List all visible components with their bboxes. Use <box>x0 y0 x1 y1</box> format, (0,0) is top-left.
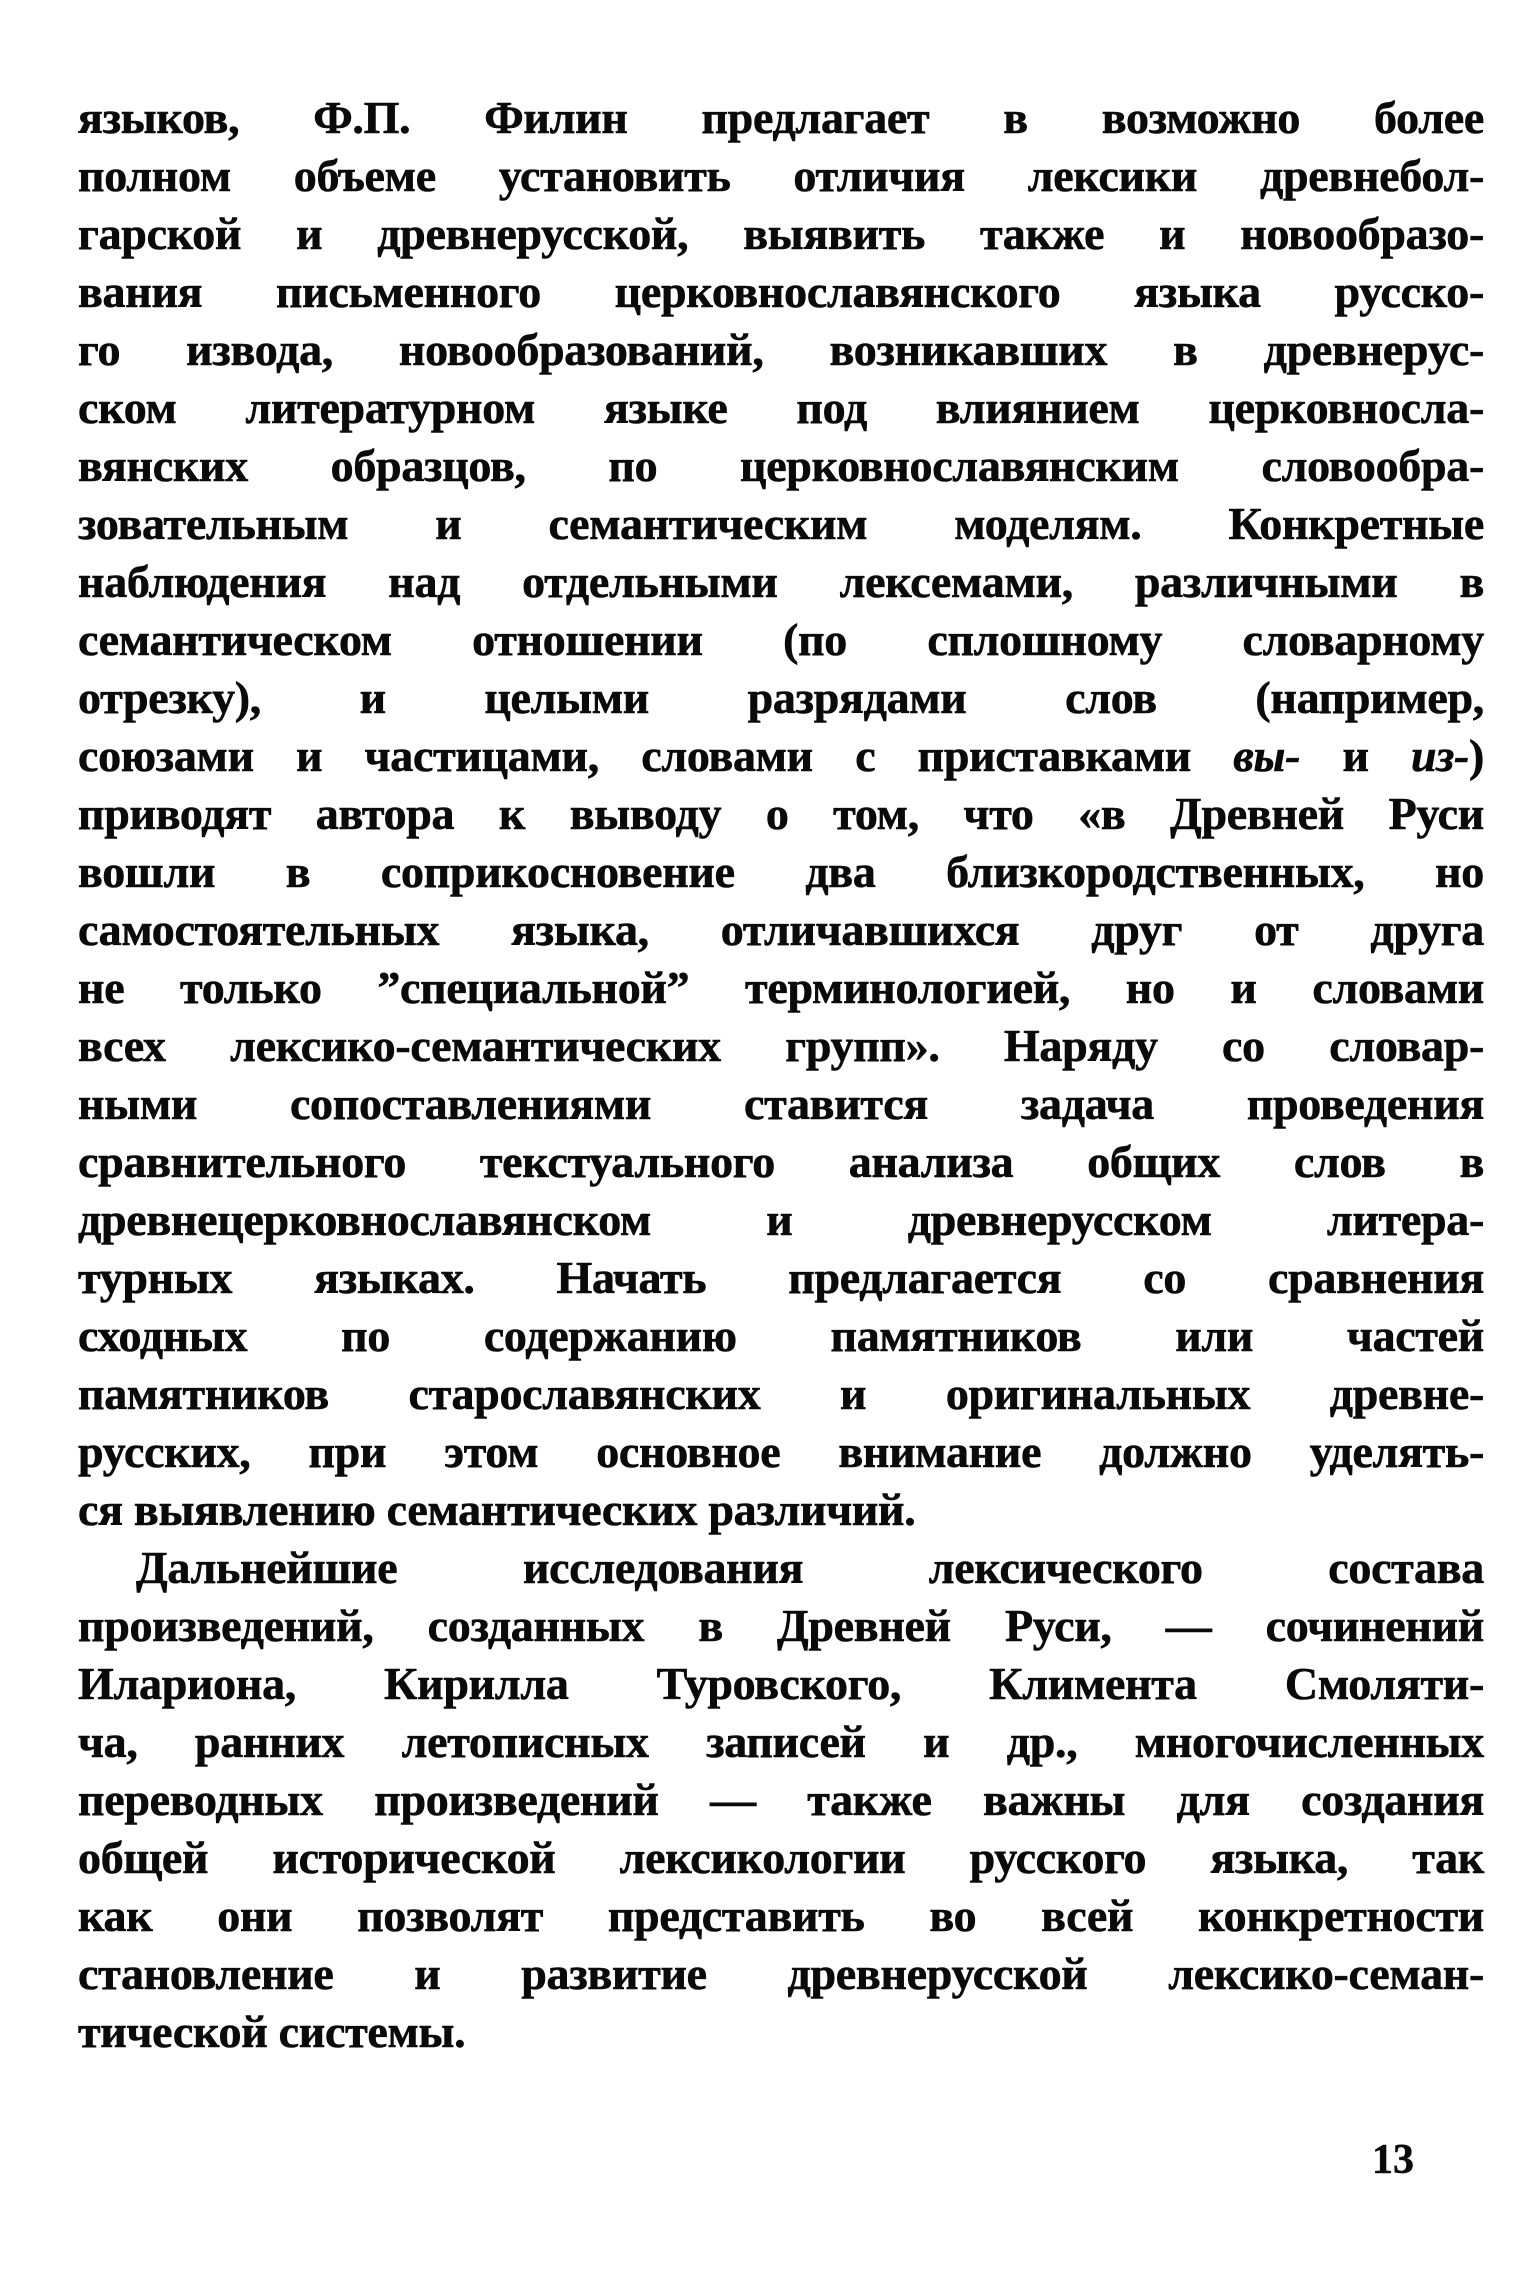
text-line <box>78 611 1484 669</box>
text-segment: и <box>1300 730 1412 781</box>
text-segment: семантическом отношении (по сплошному словарному <box>78 614 1484 665</box>
text-segment: не только ”специальной” терминологией, но и словами <box>78 962 1484 1013</box>
text-segment: вянских образцов, по церковнославянским словообра- <box>78 440 1484 491</box>
text-segment: зовательным и семантическим моделям. Конкретные <box>78 498 1484 549</box>
text-line <box>78 1307 1484 1365</box>
text-segment: русских, при этом основное внимание должно уделять- <box>78 1426 1484 1477</box>
text-segment: общей исторической лексикологии русского языка, так <box>78 1832 1484 1883</box>
text-segment: языков, Ф.П. Филин предлагает в возможно более <box>78 92 1484 143</box>
text-line <box>78 495 1484 553</box>
text-line <box>78 1655 1484 1713</box>
text-segment: всех лексико-семантических групп». Наряду со словар- <box>78 1020 1484 1071</box>
body-text <box>78 89 1484 2061</box>
text-line <box>78 1771 1484 1829</box>
text-line <box>78 1017 1484 1075</box>
text-line <box>78 843 1484 901</box>
text-line <box>78 1133 1484 1191</box>
text-line <box>78 901 1484 959</box>
text-line <box>78 1075 1484 1133</box>
text-segment: становление и развитие древнерусской лексико-семан- <box>78 1948 1484 1999</box>
text-segment: ными сопоставлениями ставится задача проведения <box>78 1078 1484 1129</box>
text-segment: как они позволят представить во всей конкретности <box>78 1890 1484 1941</box>
text-line <box>78 1829 1484 1887</box>
text-segment: ча, ранних летописных записей и др., многочисленных <box>78 1716 1484 1767</box>
text-line <box>78 263 1484 321</box>
text-line <box>78 727 1484 785</box>
text-line <box>78 437 1484 495</box>
text-segment: сравнительного текстуального анализа общих слов в <box>78 1136 1484 1187</box>
italic-text: вы- <box>1233 730 1301 781</box>
text-line <box>78 321 1484 379</box>
text-segment: переводных произведений — также важны для создания <box>78 1774 1484 1825</box>
text-line <box>78 1539 1484 1597</box>
text-line <box>78 1423 1484 1481</box>
text-line <box>78 2003 1484 2061</box>
text-segment: наблюдения над отдельными лексемами, различными в <box>78 556 1484 607</box>
text-segment: го извода, новообразований, возникавших в древнерус- <box>78 324 1484 375</box>
text-line <box>78 1191 1484 1249</box>
paragraph <box>78 89 1484 1539</box>
text-line <box>78 89 1484 147</box>
text-segment: отрезку), и целыми разрядами слов (например, <box>78 672 1484 723</box>
text-segment: сходных по содержанию памятников или частей <box>78 1310 1484 1361</box>
text-segment: самостоятельных языка, отличавшихся друг от друга <box>78 904 1484 955</box>
italic-text: из- <box>1411 730 1469 781</box>
text-segment: ся выявлению семантических различий. <box>78 1484 916 1535</box>
text-segment: вания письменного церковнославянского языка русско- <box>78 266 1484 317</box>
text-line <box>78 669 1484 727</box>
text-segment: полном объеме установить отличия лексики древнебол- <box>78 150 1484 201</box>
text-segment: древнецерковнославянском и древнерусском литера- <box>78 1194 1484 1245</box>
text-line <box>78 1887 1484 1945</box>
text-line <box>78 379 1484 437</box>
text-segment: приводят автора к выводу о том, что «в Древней Руси <box>78 788 1484 839</box>
text-segment: Дальнейшие исследования лексического состава <box>136 1542 1484 1593</box>
text-segment: тической системы. <box>78 2006 466 2057</box>
text-segment: произведений, созданных в Древней Руси, — сочинений <box>78 1600 1484 1651</box>
text-segment: союзами и частицами, словами с приставками <box>78 730 1234 781</box>
text-line <box>78 1365 1484 1423</box>
text-line <box>78 1597 1484 1655</box>
text-segment: памятников старославянских и оригинальных древне- <box>78 1368 1484 1419</box>
text-segment: турных языках. Начать предлагается со сравнения <box>78 1252 1484 1303</box>
text-segment: вошли в соприкосновение два близкородственных, но <box>78 846 1484 897</box>
text-line <box>78 1249 1484 1307</box>
text-line <box>78 553 1484 611</box>
text-line <box>78 959 1484 1017</box>
text-segment: Илариона, Кирилла Туровского, Климента Смоляти- <box>78 1658 1484 1709</box>
text-line <box>78 785 1484 843</box>
text-line <box>78 205 1484 263</box>
text-line <box>78 1481 1484 1539</box>
text-line <box>78 1713 1484 1771</box>
page-number: 13 <box>1372 2137 1414 2183</box>
text-line <box>78 147 1484 205</box>
text-segment: ) <box>1468 730 1484 781</box>
text-segment: гарской и древнерусской, выявить также и новообразо- <box>78 208 1484 259</box>
text-segment: ском литературном языке под влиянием церковносла- <box>78 382 1484 433</box>
text-line <box>78 1945 1484 2003</box>
paragraph <box>78 1539 1484 2061</box>
